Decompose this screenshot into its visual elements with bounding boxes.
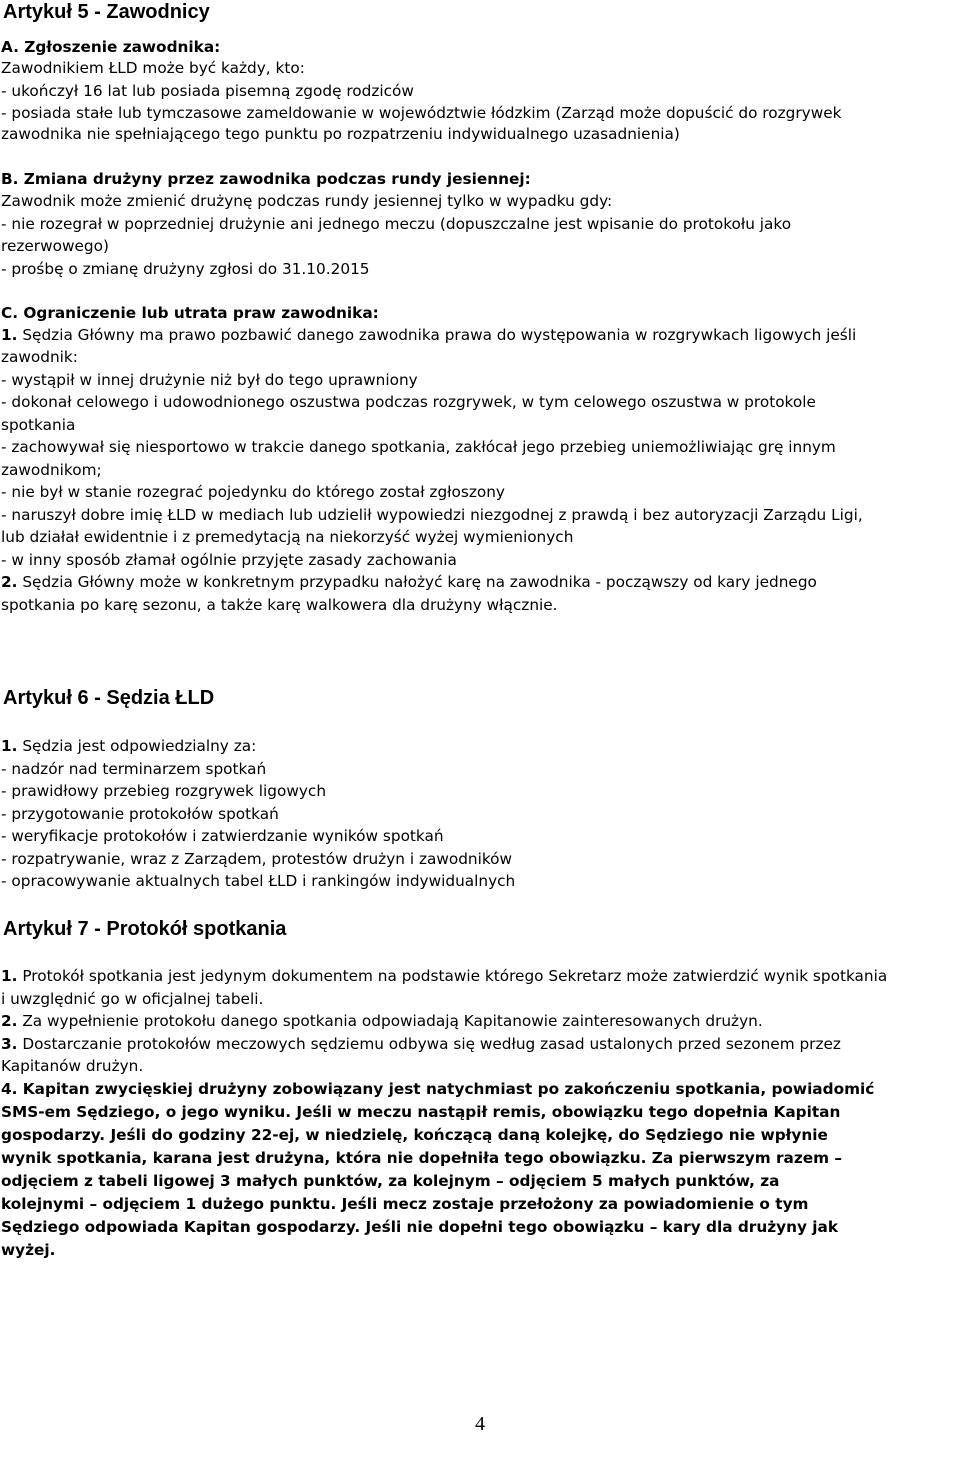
page-number: 4 <box>475 1413 485 1435</box>
point-text: Za wypełnienie protokołu danego spotkania odpowiadają Kapitanowie zainteresowanych drużyn. <box>17 1012 763 1030</box>
section-c-line: zawodnikom; <box>1 461 102 479</box>
point-number: 1. <box>1 967 18 985</box>
article-7-line: i uwzględnić go w oficjalnej tabeli. <box>1 990 264 1008</box>
point-number: 3. <box>1 1035 18 1053</box>
point-text: Dostarczanie protokołów meczowych sędziemu odbywa się według zasad ustalonych przed sezonem przez <box>17 1035 841 1053</box>
section-a-heading: A. Zgłoszenie zawodnika: <box>1 38 221 56</box>
article-7-bold-line: SMS-em Sędziego, o jego wyniku. Jeśli w meczu nastąpił remis, obowiązku tego dopełnia Kapitan <box>1 1103 841 1121</box>
section-b-heading: B. Zmiana drużyny przez zawodnika podczas rundy jesiennej: <box>1 170 531 188</box>
article-6-line: - rozpatrywanie, wraz z Zarządem, protestów drużyn i zawodników <box>1 850 513 868</box>
section-a-line: zawodnika nie spełniającego tego punktu po rozpatrzeniu indywidualnego uzasadnienia) <box>1 125 680 143</box>
section-c-point-2 <box>1 573 817 592</box>
section-b-line: - nie rozegrał w poprzedniej drużynie ani jednego meczu (dopuszczalne jest wpisanie do protokołu jako <box>1 215 792 233</box>
point-number: 1. <box>1 326 18 344</box>
article-7-bold-line: wynik spotkania, karana jest drużyna, która nie dopełniła tego obowiązku. Za pierwszym razem – <box>1 1149 843 1167</box>
section-c-point-1 <box>1 326 856 345</box>
article-6-line: - opracowywanie aktualnych tabel ŁLD i rankingów indywidualnych <box>1 872 516 890</box>
section-c-heading: C. Ograniczenie lub utrata praw zawodnika: <box>1 304 379 322</box>
section-c-line: spotkania <box>1 416 76 434</box>
article-7-bold-line: Sędziego odpowiada Kapitan gospodarzy. Jeśli nie dopełni tego obowiązku – kary dla drużyny jak <box>1 1218 839 1236</box>
article-7-point-2 <box>1 1012 763 1031</box>
section-b-line: Zawodnik może zmienić drużynę podczas rundy jesiennej tylko w wypadku gdy: <box>1 192 613 210</box>
section-a-line: - ukończył 16 lat lub posiada pisemną zgodę rodziców <box>1 82 414 100</box>
point-text: Sędzia Główny ma prawo pozbawić danego zawodnika prawa do występowania w rozgrywkach ligowych jeśli <box>17 326 857 344</box>
section-a-line: Zawodnikiem ŁLD może być każdy, kto: <box>1 59 305 77</box>
section-c-line: - dokonał celowego i udowodnionego oszustwa podczas rozgrywek, w tym celowego oszustwa w protokole <box>1 393 816 411</box>
article-7-bold-line: kolejnymi – odjęciem 1 dużego punktu. Jeśli mecz zostaje przełożony za powiadomienie o tym <box>1 1195 809 1213</box>
article-7-point-1 <box>1 967 887 986</box>
article-6-line: - nadzór nad terminarzem spotkań <box>1 760 267 778</box>
article-7-bold-line: gospodarzy. Jeśli do godziny 22-ej, w niedzielę, kończącą daną kolejkę, do Sędziego nie wpłynie <box>1 1126 828 1144</box>
article-6-title: Artykuł 6 - Sędzia ŁLD <box>3 687 215 709</box>
article-5-title: Artykuł 5 - Zawodnicy <box>3 1 210 23</box>
article-7-bold-line: odjęciem z tabeli ligowej 3 małych punktów, za kolejnym – odjęciem 5 małych punktów, za <box>1 1172 780 1190</box>
point-number: 2. <box>1 1012 18 1030</box>
point-text: Protokół spotkania jest jedynym dokumentem na podstawie którego Sekretarz może zatwierdzić wynik spotkania <box>17 967 888 985</box>
article-7-bold-line: wyżej. <box>1 1241 56 1259</box>
section-c-line: spotkania po karę sezonu, a także karę walkowera dla drużyny włącznie. <box>1 596 558 614</box>
point-text: Sędzia Główny może w konkretnym przypadku nałożyć karę na zawodnika - począwszy od kary jednego <box>17 573 817 591</box>
article-6-line: - przygotowanie protokołów spotkań <box>1 805 279 823</box>
article-7-point-3 <box>1 1035 841 1054</box>
point-text: Sędzia jest odpowiedzialny za: <box>17 737 257 755</box>
article-6-line: - prawidłowy przebieg rozgrywek ligowych <box>1 782 327 800</box>
section-c-line: zawodnik: <box>1 348 78 366</box>
article-6-line: - weryfikacje protokołów i zatwierdzanie wyników spotkań <box>1 827 444 845</box>
section-c-line: - w inny sposób złamał ogólnie przyjęte zasady zachowania <box>1 551 457 569</box>
section-a-line: - posiada stałe lub tymczasowe zameldowanie w województwie łódzkim (Zarząd może dopuścić do rozgrywek <box>1 104 842 122</box>
point-number: 2. <box>1 573 18 591</box>
section-c-line: - naruszył dobre imię ŁLD w mediach lub udzielił wypowiedzi niezgodnej z prawdą i bez autoryzacji Zarządu Ligi, <box>1 506 863 524</box>
article-6-point-1 <box>1 737 256 756</box>
section-c-line: lub działał ewidentnie i z premedytacją na niekorzyść wyżej wymienionych <box>1 528 574 546</box>
point-number: 1. <box>1 737 18 755</box>
section-c-line: - wystąpił w innej drużynie niż był do tego uprawniony <box>1 371 418 389</box>
section-c-line: - nie był w stanie rozegrać pojedynku do którego został zgłoszony <box>1 483 505 501</box>
article-7-point-4: 4. Kapitan zwycięskiej drużyny zobowiązany jest natychmiast po zakończeniu spotkania, powiadomić <box>1 1080 875 1098</box>
section-b-line: rezerwowego) <box>1 237 109 255</box>
article-7-line: Kapitanów drużyn. <box>1 1057 144 1075</box>
article-7-title: Artykuł 7 - Protokół spotkania <box>3 918 287 940</box>
section-b-line: - prośbę o zmianę drużyny zgłosi do 31.10.2015 <box>1 260 370 278</box>
section-c-line: - zachowywał się niesportowo w trakcie danego spotkania, zakłócał jego przebieg uniemożliwiając grę innym <box>1 438 836 456</box>
